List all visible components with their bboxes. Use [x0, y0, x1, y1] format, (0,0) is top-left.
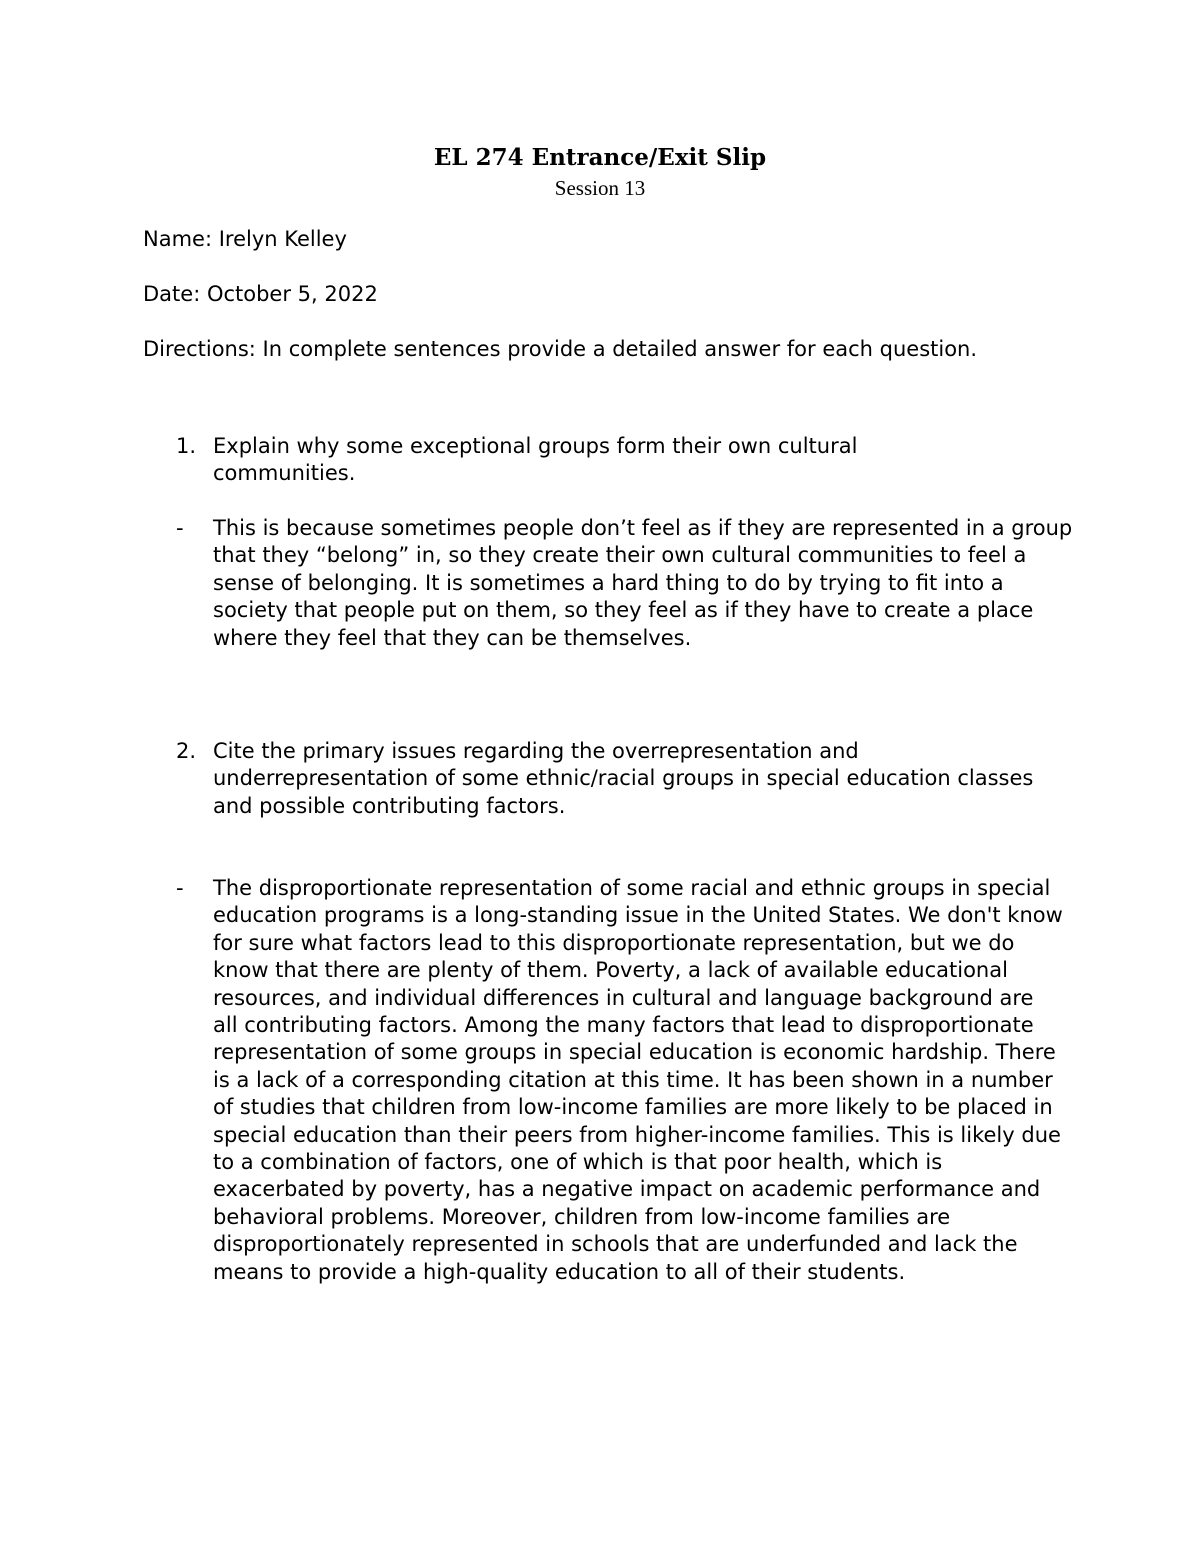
- question-2-number: 2.: [176, 739, 197, 763]
- answer-2-marker: -: [176, 876, 184, 900]
- date-field: Date: October 5, 2022: [143, 282, 378, 306]
- answer-1-text: This is because sometimes people don’t feel as if they are represented in a group that they “belong” in, so they create their own cultural communities to feel a sense of belonging. It is sometimes a hard thing to do by trying to fit into a society that people put on them, so they feel as if they have to create a place where they feel that they can be themselves.: [213, 516, 1073, 650]
- answer-2-text: The disproportionate representation of some racial and ethnic groups in special education programs is a long-standing issue in the United States. We don't know for sure what factors lead to this disproportionate representation, but we do know that there are plenty of them. Poverty, a lack of available educational resources, and individual differences in cultural and language background are all contributing factors. Among the many factors that lead to disproportionate representation of some groups in special education is economic hardship. There is a lack of a corresponding citation at this time. It has been shown in a number of studies that children from low-income families are more likely to be placed in special education than their peers from higher-income families. This is likely due to a combination of factors, one of which is that poor health, which is exacerbated by poverty, has a negative impact on academic performance and behavioral problems. Moreover, children from low-income families are disproportionately represented in schools that are underfunded and lack the means to provide a high-quality education to all of their students.: [213, 876, 1063, 1284]
- name-field: Name: Irelyn Kelley: [143, 227, 347, 251]
- session-label: Session 13: [554, 176, 646, 200]
- question-1-number: 1.: [176, 434, 197, 458]
- directions-text: Directions: In complete sentences provide a detailed answer for each question.: [143, 337, 978, 361]
- document-title: EL 274 Entrance/Exit Slip: [433, 144, 767, 171]
- question-2-text: Cite the primary issues regarding the overrepresentation and underrepresentation of some ethnic/racial groups in special education classes and possible contributing factors.: [213, 739, 1034, 818]
- answer-1-marker: -: [176, 516, 184, 540]
- question-1-text: Explain why some exceptional groups form their own cultural communities.: [213, 434, 858, 486]
